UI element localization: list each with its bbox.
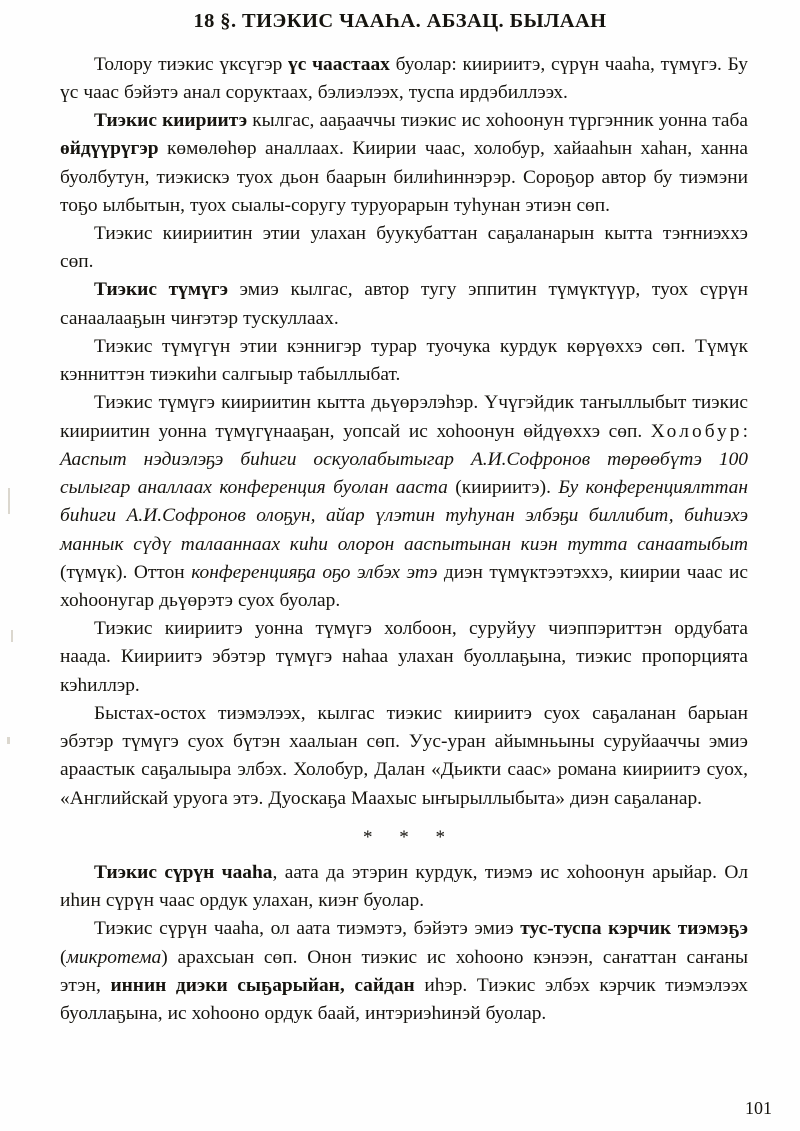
paragraph [60,51,748,107]
text-run: ) арахсыан сөп. Онон тиэкис ис хоһооно кэнээн, саҥаттан саҥаны этэн, [60,946,748,996]
paragraph [60,389,748,615]
text-run: , аата да этэрин курдук, тиэмэ ис хоһоонун арыйар. Ол иһин сүрүн чаас ордук улахан, киэҥ буолар. [60,861,748,912]
letter-spaced-label: Холобур [650,420,743,442]
paragraph [60,615,748,700]
text-run: буолар: киириитэ, сүрүн чааһа, түмүгэ. Бу үс чаас бэйэтэ анал соруктаах, бэлиэлээх, туспа ирдэбиллээх. [60,53,748,103]
paragraph [60,220,748,276]
paragraph [60,915,748,1028]
paragraph-group-bottom [60,859,748,1028]
bold-term: үс чаастаах [288,53,390,75]
paragraph [60,859,748,915]
body-text-block [0,51,800,1029]
text-run: Тиэкис сүрүн чааһа, ол аата тиэмэтэ, бэйэтэ эмиэ [94,918,521,940]
bold-term: өйдүүрүгэр [60,138,159,160]
page-number: 101 [745,1098,772,1118]
text-run: Тиэкис киириитэ уонна түмүгэ холбоон, суруйуу чиэппэриттэн ордубата наада. Киириитэ эбэтэр түмүгэ наһаа улахан буоллаҕына, тиэкис пропорциятa кэһиллэр. [60,618,748,696]
paragraph [60,276,748,332]
paragraph [60,700,748,813]
text-run: Тиэкис түмүгүн этии кэннигэр турар туочука курдук көрүөххэ сөп. Түмүк кэнниттэн тиэкиһи салгыыр табыллыбат. [60,335,748,386]
italic-example: Ааспыт нэдиэлэҕэ биһиги оскуолабытыгар А.И.Софронов төрөөбүтэ 100 сылыгар аналлаах конференция буолан ааста [60,448,748,499]
bold-term: тус-туспа кэрчик тиэмэҕэ [520,918,748,940]
bold-term: Тиэкис сүрүн чааһа [94,861,273,883]
text-run: диэн түмүктээтэххэ, киирии чаас ис хоһоонугар дьүөрэтэ суох буолар. [60,561,748,612]
scan-artifact-mark [11,630,13,642]
bold-term: Тиэкис түмүгэ [94,279,228,301]
italic-example: Бу конференциялттан биһиги А.И.Софронов олоҕун, айар үлэтин туһунан элбэҕи биллибит, биһиэхэ маннык сүдү талааннаах киһи олорон ааспытынан киэн тутта санаатыбыт [60,477,749,555]
text-run: эмиэ кылгас, автор тугу эппитин түмүктүүр, туох сүрүн санаалааҕын чиҥэтэр тускуллаах. [60,279,748,329]
italic-example: микротема [66,946,162,968]
text-run: (киириитэ). [447,477,559,499]
text-run: ( [60,946,67,968]
paragraph [60,333,748,389]
section-divider: * * * [363,826,456,848]
text-run: көмөлөһөр аналлаах. Киирии чаас, холобур, хайааһын хаһан, ханна буолбутун, тиэкискэ туох дьон баарын билиһиннэрэр. Сороҕор автор бу тиэмэни тоҕо ылбытын, туох сыалы-соругу туруорарын туһунан этиэн сөп. [60,138,748,216]
text-run: (түмүк). Оттон [60,561,192,583]
paragraph [60,107,748,220]
italic-example: конференцияҕа оҕо элбэх этэ [191,561,438,583]
text-run: Толору тиэкис үксүгэр [94,53,289,75]
bold-term: Тиэкис киириитэ [94,110,248,132]
page-title: 18 §. ТИЭКИС ЧААҺА. АБЗАЦ. БЫЛААН [193,10,607,32]
text-run: Быстах-остох тиэмэлээх, кылгас тиэкис киириитэ суох саҕаланан барыан эбэтэр түмүгэ суох бүтэн хаалыан сөп. Уус-уран айымньыны суруйааччы эмиэ араастык саҕалыыра элбэх. Холобур, Далан «Дьикти саас» романа киириитэ суох, «Английскай уруога этэ. Дуоскаҕа Маахыс ыҥырыллыбыта» диэн саҕаланар. [60,702,748,809]
text-run: : [742,420,748,442]
text-run: кылгас, ааҕааччы тиэкис ис хоһоонун түргэнник уонна таба [247,110,748,132]
scan-artifact-mark [8,488,10,514]
bold-term: иннин диэки сыҕарыйан, сайдан [110,974,415,996]
paragraph-group-top [60,51,748,813]
text-run: иһэр. Тиэкис элбэх кэрчик тиэмэлээх буоллаҕына, ис хоһооно ордук баай, интэриэһинэй буолар. [60,974,748,1025]
text-run: Тиэкис түмүгэ киириитин кытта дьүөрэлэһэр. Үчүгэйдик таҥыллыбыт тиэкис киириитин уонна түмүгүнааҕан, уопсай ис хоһоонун өйдүөххэ сөп. [60,392,748,442]
scan-artifact-mark [7,737,10,744]
text-run: Тиэкис киириитин этии улахан буукубаттан саҕаланарын кытта тэҥниэххэ сөп. [60,222,748,273]
